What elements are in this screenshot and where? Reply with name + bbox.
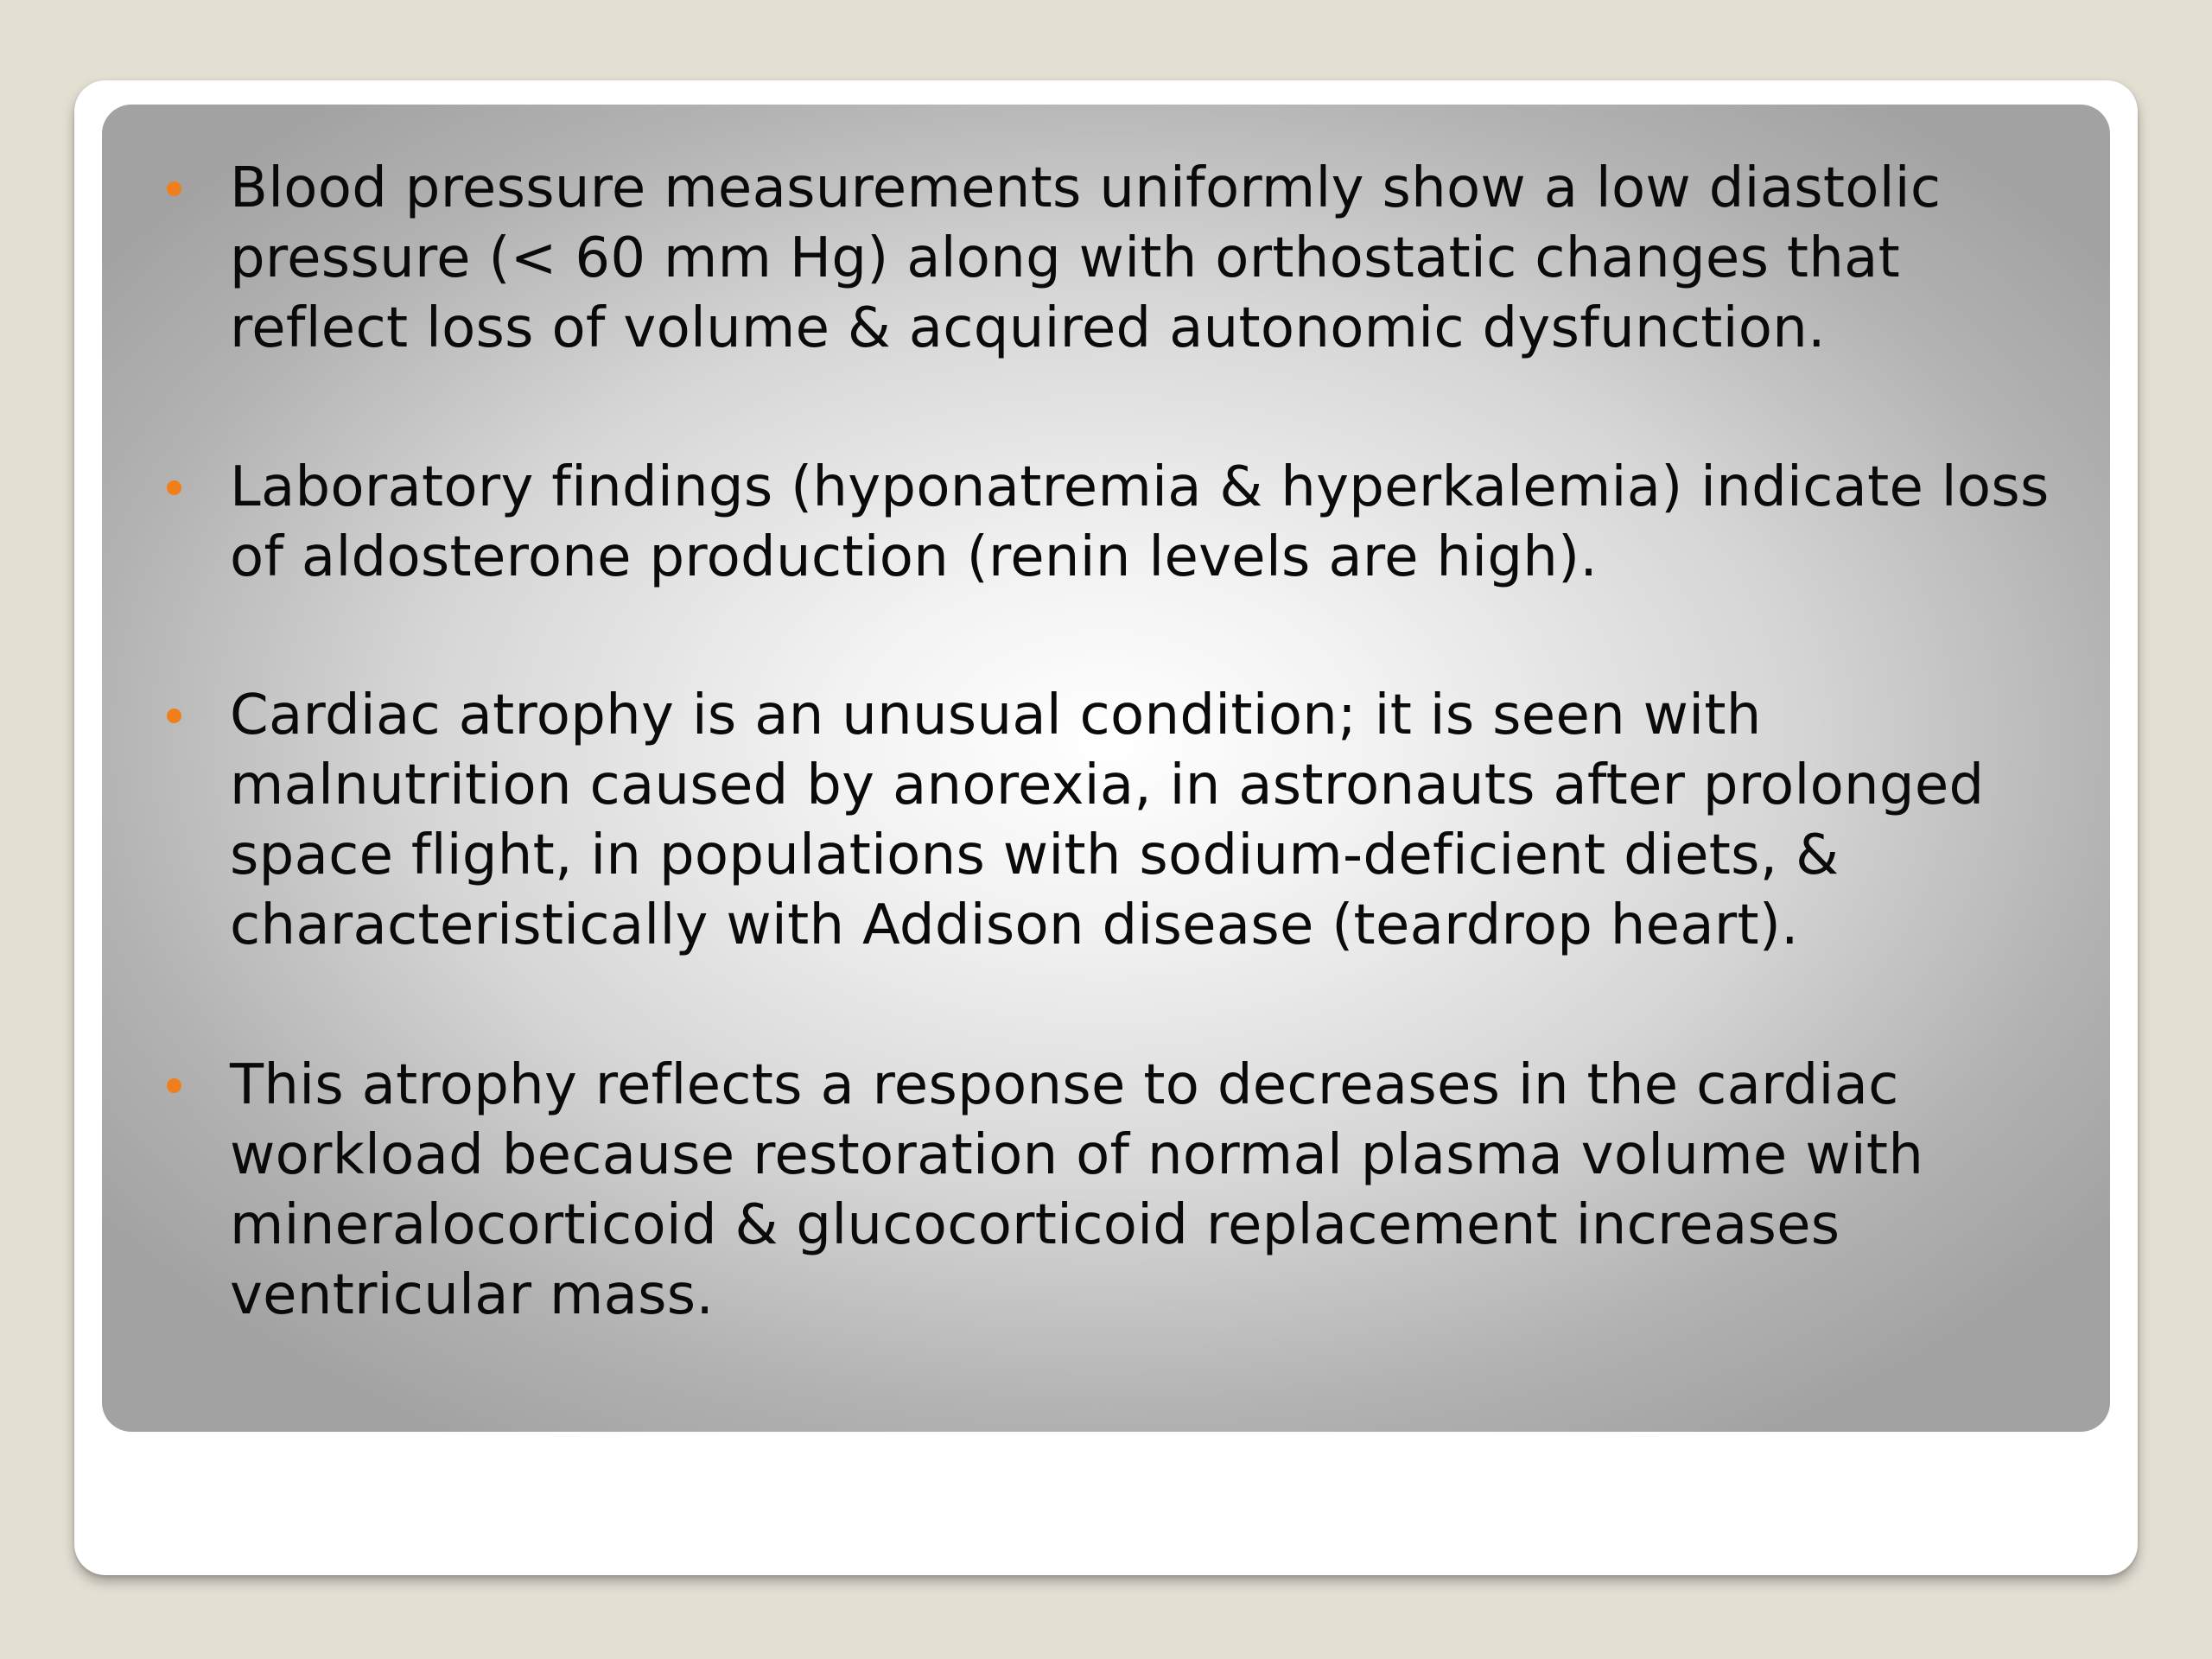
orange-dot-bullet-icon <box>167 1078 181 1093</box>
bullet-text: Cardiac atrophy is an unusual condition; it is seen with malnutrition caused by anorexia, in astronauts after prolonged space flight, in populations with sodium-deficient diets, & characteristically with Addison disease (teardrop heart). <box>230 683 1985 957</box>
bullet-item <box>230 154 2079 364</box>
bullet-text: Laboratory findings (hyponatremia & hyperkalemia) indicate loss of aldosterone production (renin levels are high). <box>230 455 2050 589</box>
bullet-item <box>230 453 2079 593</box>
bullet-item <box>230 681 2079 961</box>
bullet-text: This atrophy reflects a response to decreases in the cardiac workload because restoration of normal plasma volume with mineralocorticoid & glucocorticoid replacement increases ventricular mass. <box>230 1053 1924 1327</box>
orange-dot-bullet-icon <box>167 181 181 196</box>
orange-dot-bullet-icon <box>167 709 181 723</box>
bullet-text: Blood pressure measurements uniformly show a low diastolic pressure (< 60 mm Hg) along with orthostatic changes that reflect loss of volume & acquired autonomic dysfunction. <box>230 156 1942 360</box>
content-panel <box>102 105 2110 1432</box>
bullet-item <box>230 1051 2079 1331</box>
orange-dot-bullet-icon <box>167 480 181 495</box>
